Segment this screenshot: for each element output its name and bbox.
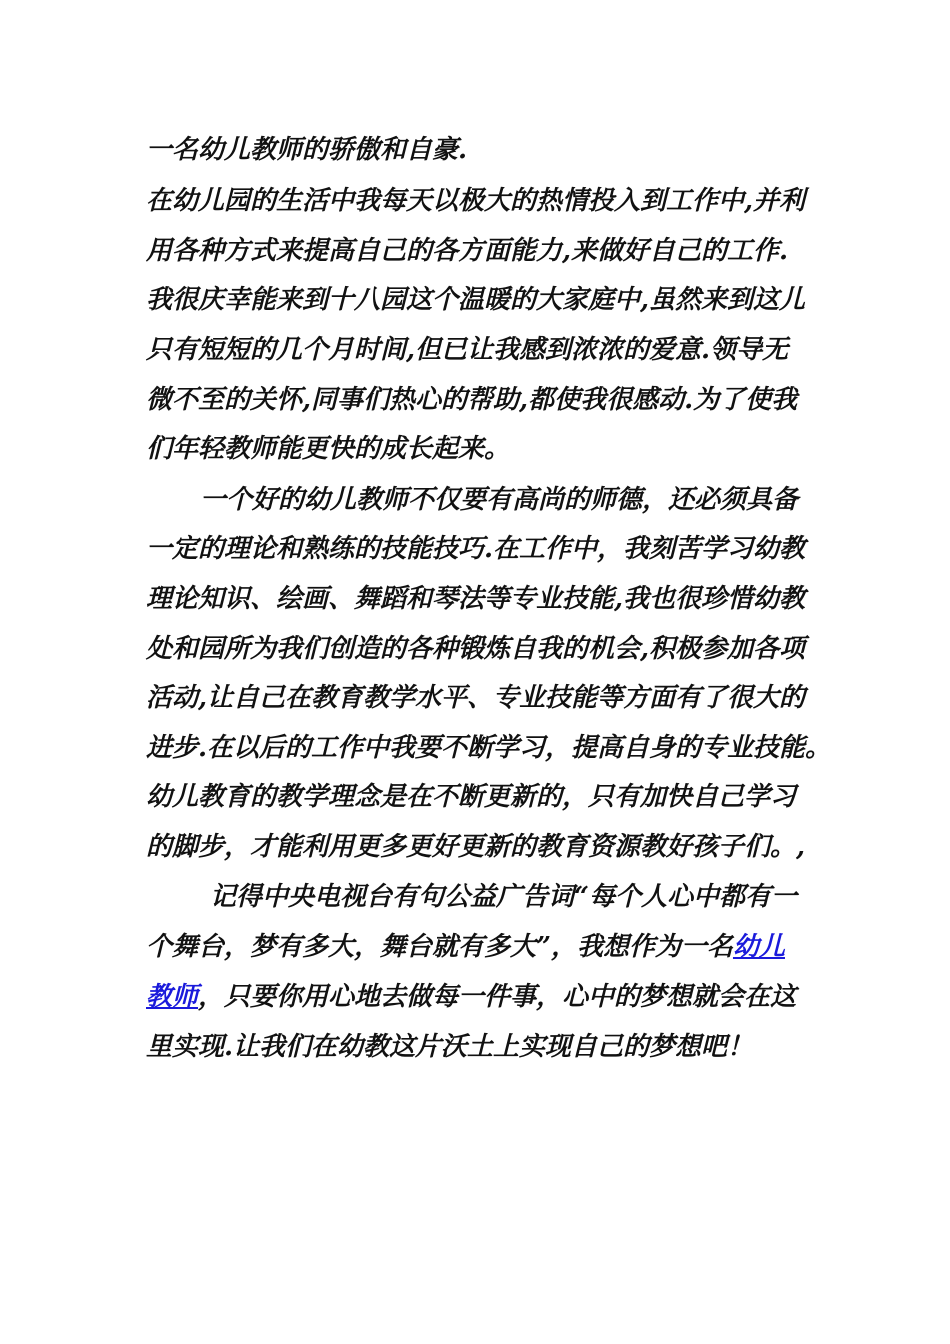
paragraph-line: 们年轻教师能更快的成长起来。 — [146, 434, 511, 464]
paragraph-line: 用各种方式来提高自己的各方面能力,来做好自己的工作. — [146, 236, 789, 266]
paragraph-line: 一名幼儿教师的骄傲和自豪. — [146, 135, 468, 165]
kindergarten-teacher-link[interactable]: 幼儿 — [732, 932, 785, 962]
paragraph-text: ，只要你用心地去做每一件事，心中的梦想就会在这 — [198, 982, 797, 1012]
paragraph-line: 我很庆幸能来到十八园这个温暖的大家庭中,虽然来到这儿 — [146, 285, 806, 315]
paragraph-line: 记得中央电视台有句公益广告词“每个人心中都有一 — [210, 882, 797, 912]
paragraph-text: 个舞台，梦有多大，舞台就有多大”，我想作为一名 — [146, 932, 733, 962]
paragraph-line: 只有短短的几个月时间,但已让我感到浓浓的爱意.领导无 — [146, 335, 789, 365]
paragraph-line: 微不至的关怀,同事们热心的帮助,都使我很感动.为了使我 — [146, 385, 798, 415]
paragraph-line: 一定的理论和熟练的技能技巧.在工作中，我刻苦学习幼教 — [146, 534, 806, 564]
paragraph-line: 进步.在以后的工作中我要不断学习，提高自身的专业技能。 — [146, 733, 832, 763]
paragraph-line: 活动,让自己在教育教学水平、专业技能等方面有了很大的 — [146, 683, 806, 713]
paragraph-line: 在幼儿园的生活中我每天以极大的热情投入到工作中,并利 — [146, 186, 806, 216]
paragraph-line: 一个好的幼儿教师不仅要有高尚的师德，还必须具备 — [200, 485, 799, 515]
paragraph-line: 幼儿教育的教学理念是在不断更新的，只有加快自己学习 — [146, 782, 797, 812]
kindergarten-teacher-link-continued[interactable]: 教师 — [146, 982, 199, 1012]
paragraph-line: 处和园所为我们创造的各种锻炼自我的机会,积极参加各项 — [146, 634, 806, 664]
paragraph-line: 理论知识、绘画、舞蹈和琴法等专业技能,我也很珍惜幼教 — [146, 584, 806, 614]
paragraph-line-with-link — [146, 927, 785, 967]
paragraph-line: 的脚步，才能利用更多更好更新的教育资源教好孩子们。, — [146, 832, 806, 862]
paragraph-line: 里实现.让我们在幼教这片沃土上实现自己的梦想吧！ — [146, 1032, 754, 1062]
paragraph-line-with-link — [146, 977, 796, 1017]
